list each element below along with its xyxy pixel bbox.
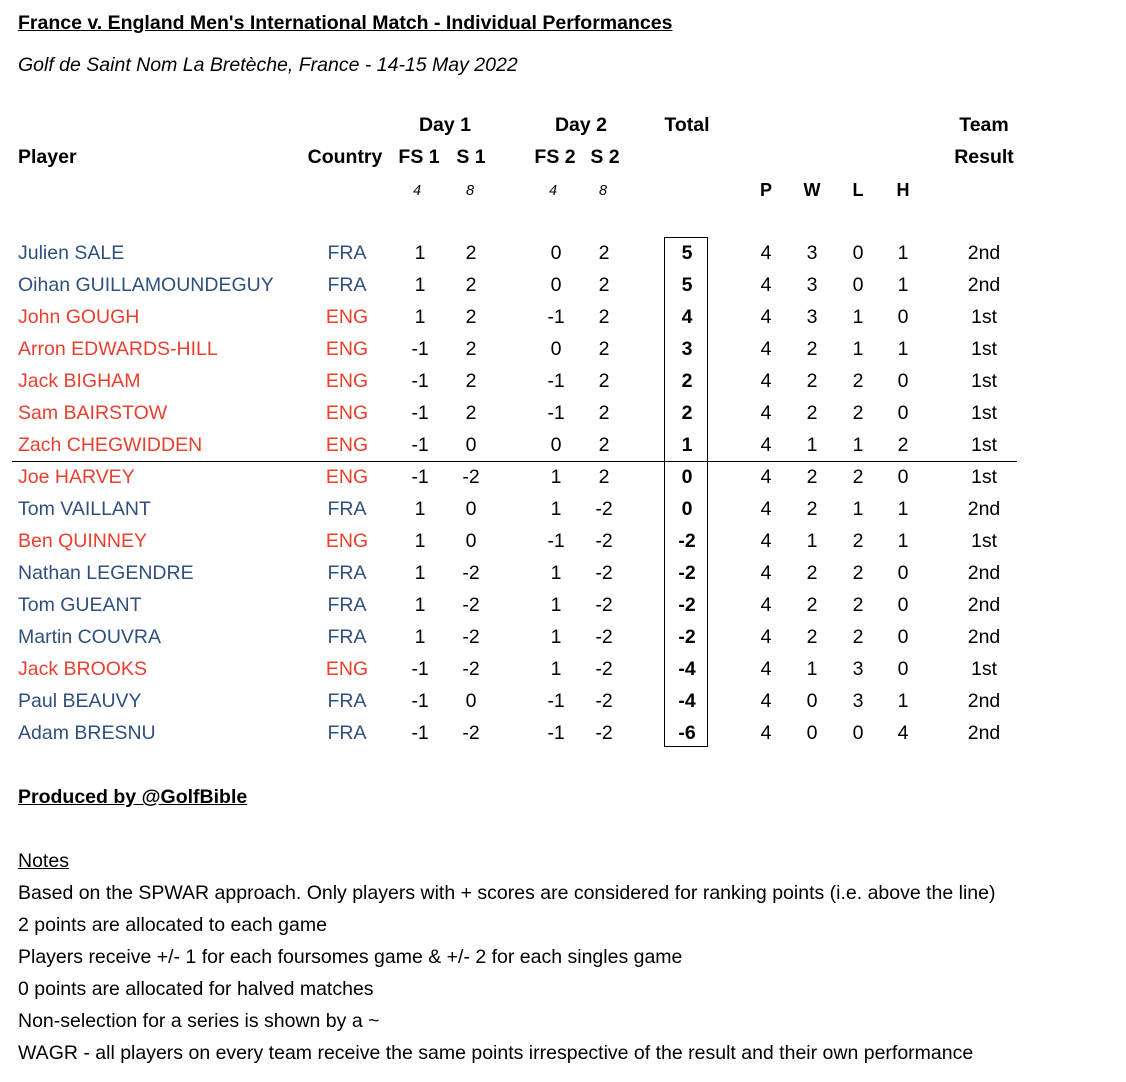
total-score: 2 [681,370,693,392]
team-result: 2nd [967,690,1001,712]
header-fs2: FS 2 [534,146,576,168]
fs1-score: -1 [411,434,429,456]
ranking-points-divider-line [12,461,1017,462]
country-code: FRA [327,498,367,520]
s2-score: 2 [598,434,610,456]
total-score: 0 [681,498,693,520]
player-name: Jack BROOKS [18,658,147,680]
player-name: John GOUGH [18,306,140,328]
lost-count: 0 [852,274,864,296]
fs2-score: 1 [550,562,562,584]
header-s2: S 2 [590,146,620,168]
table-row [0,366,1126,398]
country-code: FRA [327,690,367,712]
note-line: Players receive +/- 1 for each foursomes game & +/- 2 for each singles game [18,946,683,968]
note-line: 0 points are allocated for halved matches [18,978,374,1000]
won-count: 2 [806,626,818,648]
header-s1-max: 8 [465,183,475,199]
won-count: 1 [806,530,818,552]
s1-score: -2 [462,626,480,648]
fs1-score: -1 [411,722,429,744]
total-score: -6 [678,722,696,744]
produced-by-credit: Produced by @GolfBible [18,786,248,808]
s1-score: -2 [462,722,480,744]
won-count: 2 [806,402,818,424]
s2-score: 2 [598,242,610,264]
total-score: -2 [678,530,696,552]
lost-count: 3 [852,690,864,712]
player-name: Adam BRESNU [18,722,156,744]
player-name: Paul BEAUVY [18,690,142,712]
halved-count: 1 [897,530,909,552]
page-title: France v. England Men's International Match - Individual Performances [18,12,673,34]
header-player: Player [18,146,77,168]
won-count: 1 [806,658,818,680]
fs2-score: 1 [550,658,562,680]
fs2-score: 1 [550,466,562,488]
s2-score: -2 [595,498,613,520]
fs1-score: 1 [414,242,426,264]
lost-count: 0 [852,242,864,264]
played-count: 4 [760,562,772,584]
table-row [0,462,1126,494]
s2-score: -2 [595,594,613,616]
lost-count: 2 [852,370,864,392]
s1-score: -2 [462,594,480,616]
s2-score: -2 [595,658,613,680]
played-count: 4 [760,338,772,360]
note-line: WAGR - all players on every team receive the same points irrespective of the result and their own performance [18,1042,974,1064]
fs2-score: -1 [547,370,565,392]
fs1-score: -1 [411,338,429,360]
s2-score: 2 [598,274,610,296]
played-count: 4 [760,370,772,392]
player-name: Arron EDWARDS-HILL [18,338,218,360]
fs2-score: -1 [547,690,565,712]
header-day1: Day 1 [418,114,472,136]
s2-score: -2 [595,530,613,552]
lost-count: 1 [852,338,864,360]
fs1-score: -1 [411,658,429,680]
played-count: 4 [760,722,772,744]
played-count: 4 [760,594,772,616]
fs1-score: 1 [414,594,426,616]
s1-score: -2 [462,562,480,584]
fs2-score: -1 [547,722,565,744]
table-row [0,558,1126,590]
total-column-box [664,237,708,747]
table-row [0,238,1126,270]
country-code: ENG [325,370,369,392]
played-count: 4 [760,626,772,648]
halved-count: 0 [897,370,909,392]
country-code: ENG [325,658,369,680]
s1-score: 2 [465,274,477,296]
s1-score: 0 [465,498,477,520]
total-score: -2 [678,562,696,584]
player-name: Ben QUINNEY [18,530,147,552]
fs1-score: -1 [411,370,429,392]
halved-count: 1 [897,690,909,712]
won-count: 2 [806,562,818,584]
page-subtitle: Golf de Saint Nom La Bretèche, France - 14-15 May 2022 [18,54,518,76]
player-name: Sam BAIRSTOW [18,402,168,424]
country-code: FRA [327,626,367,648]
s2-score: 2 [598,306,610,328]
player-name: Jack BIGHAM [18,370,141,392]
lost-count: 0 [852,722,864,744]
halved-count: 0 [897,466,909,488]
played-count: 4 [760,530,772,552]
halved-count: 1 [897,338,909,360]
lost-count: 1 [852,498,864,520]
header-day2: Day 2 [554,114,608,136]
total-score: 2 [681,402,693,424]
fs1-score: -1 [411,466,429,488]
total-score: 5 [681,242,693,264]
halved-count: 0 [897,562,909,584]
table-row [0,430,1126,462]
header-s1: S 1 [456,146,486,168]
team-result: 2nd [967,242,1001,264]
played-count: 4 [760,242,772,264]
country-code: FRA [327,594,367,616]
won-count: 2 [806,370,818,392]
played-count: 4 [760,658,772,680]
team-result: 1st [970,338,998,360]
lost-count: 1 [852,434,864,456]
team-result: 1st [970,466,998,488]
total-score: -2 [678,626,696,648]
s1-score: 2 [465,306,477,328]
halved-count: 0 [897,626,909,648]
total-score: 0 [681,466,693,488]
halved-count: 0 [897,594,909,616]
halved-count: 1 [897,242,909,264]
header-s2-max: 8 [598,183,608,199]
table-row [0,526,1126,558]
total-score: 3 [681,338,693,360]
played-count: 4 [760,466,772,488]
table-row [0,686,1126,718]
s2-score: 2 [598,466,610,488]
table-row [0,590,1126,622]
total-score: -2 [678,594,696,616]
lost-count: 2 [852,530,864,552]
s1-score: 0 [465,690,477,712]
played-count: 4 [760,402,772,424]
table-row [0,270,1126,302]
fs2-score: 1 [550,626,562,648]
header-fs1: FS 1 [398,146,440,168]
halved-count: 0 [897,402,909,424]
s1-score: 0 [465,434,477,456]
fs2-score: 0 [550,338,562,360]
team-result: 2nd [967,498,1001,520]
s2-score: -2 [595,626,613,648]
total-score: 1 [681,434,693,456]
team-result: 2nd [967,722,1001,744]
won-count: 3 [806,242,818,264]
s1-score: 2 [465,338,477,360]
player-name: Nathan LEGENDRE [18,562,194,584]
country-code: ENG [325,306,369,328]
fs1-score: 1 [414,306,426,328]
country-code: ENG [325,402,369,424]
won-count: 2 [806,466,818,488]
fs1-score: 1 [414,530,426,552]
fs2-score: 1 [550,594,562,616]
fs1-score: -1 [411,690,429,712]
header-fs2-max: 4 [548,183,558,199]
note-line: Based on the SPWAR approach. Only players with + scores are considered for ranking points (i.e. above the line) [18,882,996,904]
country-code: ENG [325,338,369,360]
note-line: 2 points are allocated to each game [18,914,327,936]
header-total: Total [664,114,710,136]
lost-count: 3 [852,658,864,680]
team-result: 1st [970,658,998,680]
fs1-score: 1 [414,626,426,648]
country-code: FRA [327,722,367,744]
header-result: Result [954,146,1014,168]
fs1-score: 1 [414,498,426,520]
s1-score: 2 [465,402,477,424]
s1-score: 2 [465,370,477,392]
fs2-score: 0 [550,274,562,296]
played-count: 4 [760,306,772,328]
country-code: FRA [327,242,367,264]
played-count: 4 [760,498,772,520]
country-code: ENG [325,466,369,488]
fs2-score: 0 [550,242,562,264]
won-count: 2 [806,594,818,616]
lost-count: 2 [852,594,864,616]
s1-score: -2 [462,466,480,488]
s2-score: -2 [595,722,613,744]
total-score: 4 [681,306,693,328]
total-score: -4 [678,690,696,712]
table-row [0,622,1126,654]
header-country: Country [307,146,383,168]
won-count: 0 [806,690,818,712]
table-row [0,398,1126,430]
player-name: Joe HARVEY [18,466,135,488]
header-team: Team [959,114,1009,136]
team-result: 2nd [967,274,1001,296]
fs1-score: -1 [411,402,429,424]
s1-score: 0 [465,530,477,552]
s2-score: 2 [598,370,610,392]
country-code: FRA [327,274,367,296]
played-count: 4 [760,274,772,296]
fs2-score: 1 [550,498,562,520]
won-count: 0 [806,722,818,744]
won-count: 2 [806,338,818,360]
total-score: -4 [678,658,696,680]
halved-count: 0 [897,658,909,680]
header-w: W [803,180,821,200]
player-name: Julien SALE [18,242,125,264]
note-line: Non-selection for a series is shown by a ~ [18,1010,380,1032]
lost-count: 2 [852,466,864,488]
s2-score: -2 [595,690,613,712]
team-result: 1st [970,434,998,456]
halved-count: 4 [897,722,909,744]
team-result: 2nd [967,594,1001,616]
won-count: 1 [806,434,818,456]
won-count: 2 [806,498,818,520]
team-result: 1st [970,370,998,392]
team-result: 1st [970,402,998,424]
player-name: Tom GUEANT [18,594,142,616]
table-row [0,334,1126,366]
halved-count: 1 [897,498,909,520]
country-code: ENG [325,434,369,456]
fs1-score: 1 [414,274,426,296]
halved-count: 0 [897,306,909,328]
player-name: Oihan GUILLAMOUNDEGUY [18,274,274,296]
halved-count: 2 [897,434,909,456]
s2-score: 2 [598,402,610,424]
fs2-score: -1 [547,530,565,552]
team-result: 1st [970,306,998,328]
header-fs1-max: 4 [412,183,422,199]
s1-score: -2 [462,658,480,680]
table-row [0,718,1126,750]
won-count: 3 [806,274,818,296]
played-count: 4 [760,434,772,456]
fs2-score: -1 [547,306,565,328]
table-row [0,654,1126,686]
s2-score: -2 [595,562,613,584]
lost-count: 2 [852,562,864,584]
country-code: FRA [327,562,367,584]
fs2-score: 0 [550,434,562,456]
notes-heading: Notes [18,850,69,872]
player-name: Tom VAILLANT [18,498,151,520]
halved-count: 1 [897,274,909,296]
fs1-score: 1 [414,562,426,584]
country-code: ENG [325,530,369,552]
team-result: 2nd [967,626,1001,648]
total-score: 5 [681,274,693,296]
team-result: 2nd [967,562,1001,584]
played-count: 4 [760,690,772,712]
header-l: L [852,180,864,200]
lost-count: 1 [852,306,864,328]
player-name: Martin COUVRA [18,626,162,648]
s2-score: 2 [598,338,610,360]
header-h: H [896,180,910,200]
table-row [0,302,1126,334]
s1-score: 2 [465,242,477,264]
team-result: 1st [970,530,998,552]
lost-count: 2 [852,402,864,424]
lost-count: 2 [852,626,864,648]
fs2-score: -1 [547,402,565,424]
player-name: Zach CHEGWIDDEN [18,434,203,456]
table-row [0,494,1126,526]
header-p: P [759,180,773,200]
won-count: 3 [806,306,818,328]
